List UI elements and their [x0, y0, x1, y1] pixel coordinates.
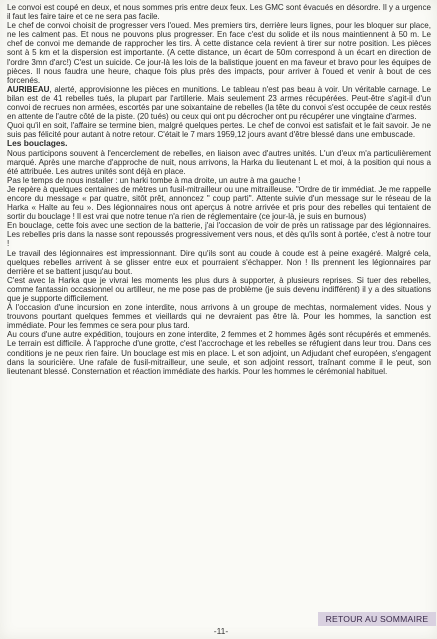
document-body: [7, 3, 431, 376]
back-to-contents-link[interactable]: RETOUR AU SOMMAIRE: [318, 612, 436, 626]
paragraph-harki-falls: Pas le temps de nous installer : un harki tombe à ma droite, un autre à ma gauche !: [7, 175, 301, 185]
page-number: -11-: [213, 626, 229, 636]
paragraph-legionnaires: Le travail des légionnaires est impressionnant. Dire qu'ils sont au coude à coude est à peine exagéré. Malgré cela, quelques rebelles arrivent à se glisser entre eux et pourraient s'échapper. Non ! Ils prennent les légionnaires par derrière et se battent jusqu'au bout.: [7, 248, 431, 276]
paragraph-ratissage: En bouclage, cette fois avec une section de la batterie, j'ai l'occasion de voir de près un ratissage par des légionnaires. Les rebelles pris dans la nasse sont repoussés progressivement vers nous, et dès qu'ils sont à portée, c'est à notre tour !: [7, 221, 431, 249]
paragraph-expedition: Au cours d'une autre expédition, toujours en zone interdite, 2 femmes et 2 hommes âgés sont récupérés et emmenés. Le terrain est difficile. À l'approche d'une grotte, c'est l'accrochage et les rebelles se réfugient dans leur trou. Dans ces conditions je ne peux rien faire. Un bouclage est mis en place. L et son adjoint, un Adjudant chef européen, s'engagent dans la souricière. Une rafale de fusil-mitrailleur, une seule, et son adjoint ressort, traînant comme il le peut, son lieutenant blessé. Consternation et réaction immédiate des harkis. Pour les hommes le cérémonial habituel.: [7, 330, 431, 376]
paragraph-outcome: Quoi qu'il en soit, l'affaire se termine bien, malgré quelques pertes. Le chef de convoi est satisfait et le fait savoir. Je ne suis pas félicité pour autant à notre retour. C'était le 7 mars 1959,12 jours avant d'être blessé dans une embuscade.: [7, 121, 431, 140]
auribeau-text: , alerté, approvisionne les pièces en munitions. Le tableau n'est pas beau à voir. Un véritable carnage. Le bilan est de 41 rebelles tués, la plupart par l'artillerie. Mais seulement 23 armes récupérées. Peut-être s'agit-il d'un convoi de recrues non armées, escortés par une soixantaine de rebelles (la tête du convoi s'est occupée de ceux restés en attente de l'autre côté de la piste. (20 tués) ou ceux qui ont pu décrocher ont pu récupérer une vingtaine d'armes.: [7, 84, 431, 122]
section-title-bouclages: Les bouclages.: [7, 138, 68, 149]
paragraph-harka-hard-moments: C'est avec la Harka que je vivrai les moments les plus durs à supporter, à plusieurs reprises. Si tuer des rebelles, comme fantassin occasionnel ou artilleur, ne me pose pas de problème (je suis devenu indifférent) il y a des situations que je supporte difficilement.: [7, 275, 431, 303]
paragraph-convoy-chief: Le chef de convoi choisit de progresser vers l'oued. Mes premiers tirs, derrière leurs lignes, pour les bloquer sur place, ne les calment pas. Et nous ne pouvons plus progresser. En face c'est du solide et ils nous maintiennent à 50 m. Le chef de convoi me demande de rapprocher les tirs. À cette distance cela revient à tirer sur notre position. Les pièces sont à 5 km et la dispersion est importante. (A cette distance, un écart de 50m correspond à un écart en direction de l'ordre 3mn d'arc!) C'est un suicide. Ce jour-là les lois de la balistique jouent en ma faveur et bravo pour les équipes de pièces. Il nous faudra une heure, chaque fois plus près des impacts, pour arriver à l'oued et venir à bout de ces forcenés.: [7, 21, 431, 85]
paragraph-convoy-cut: Le convoi est coupé en deux, et nous sommes pris entre deux feux. Les GMC sont évacués en désordre. Il y a urgence il faut les faire taire et ce ne sera pas facile.: [7, 3, 431, 22]
paragraph-fire-order: Je repère à quelques centaines de mètres un fusil-mitrailleur ou une mitrailleuse. "Ordre de tir immédiat. Je me rappelle encore du message « par quatre, sitôt prêt, annoncez " coup parti". Attente suivie d'un message sur le réseau de la Harka « Halte au feu ». Des légionnaires nous ont aperçus à notre arrivée et pris pour des rebelles qui tentaient de sortir du bouclage ! Il est vrai que notre tenue n'a rien de réglementaire (ce jour-là, je suis en burnous): [7, 184, 431, 222]
paragraph-encerclement: Nous participons souvent à l'encerclement de rebelles, en liaison avec d'autres unités. L'un d'eux m'a particulièrement marqué. Après une marche d'approche de nuit, nous arrivons, la Harka du lieutenant L et moi, à la position qui nous a été attribuée. Les autres unités sont déjà en place.: [7, 148, 431, 176]
paragraph-auribeau: [7, 85, 431, 121]
auribeau-name: AURIBEAU: [7, 84, 50, 94]
paragraph-mechtas: À l'occasion d'une incursion en zone interdite, nous arrivons à un groupe de mechtas, normalement vides. Nous y trouvons pourtant quelques femmes et vieillards qui ne devraient pas être là. Pour les hommes, la sanction est immédiate. Pour les femmes ce sera pour plus tard.: [7, 303, 431, 331]
